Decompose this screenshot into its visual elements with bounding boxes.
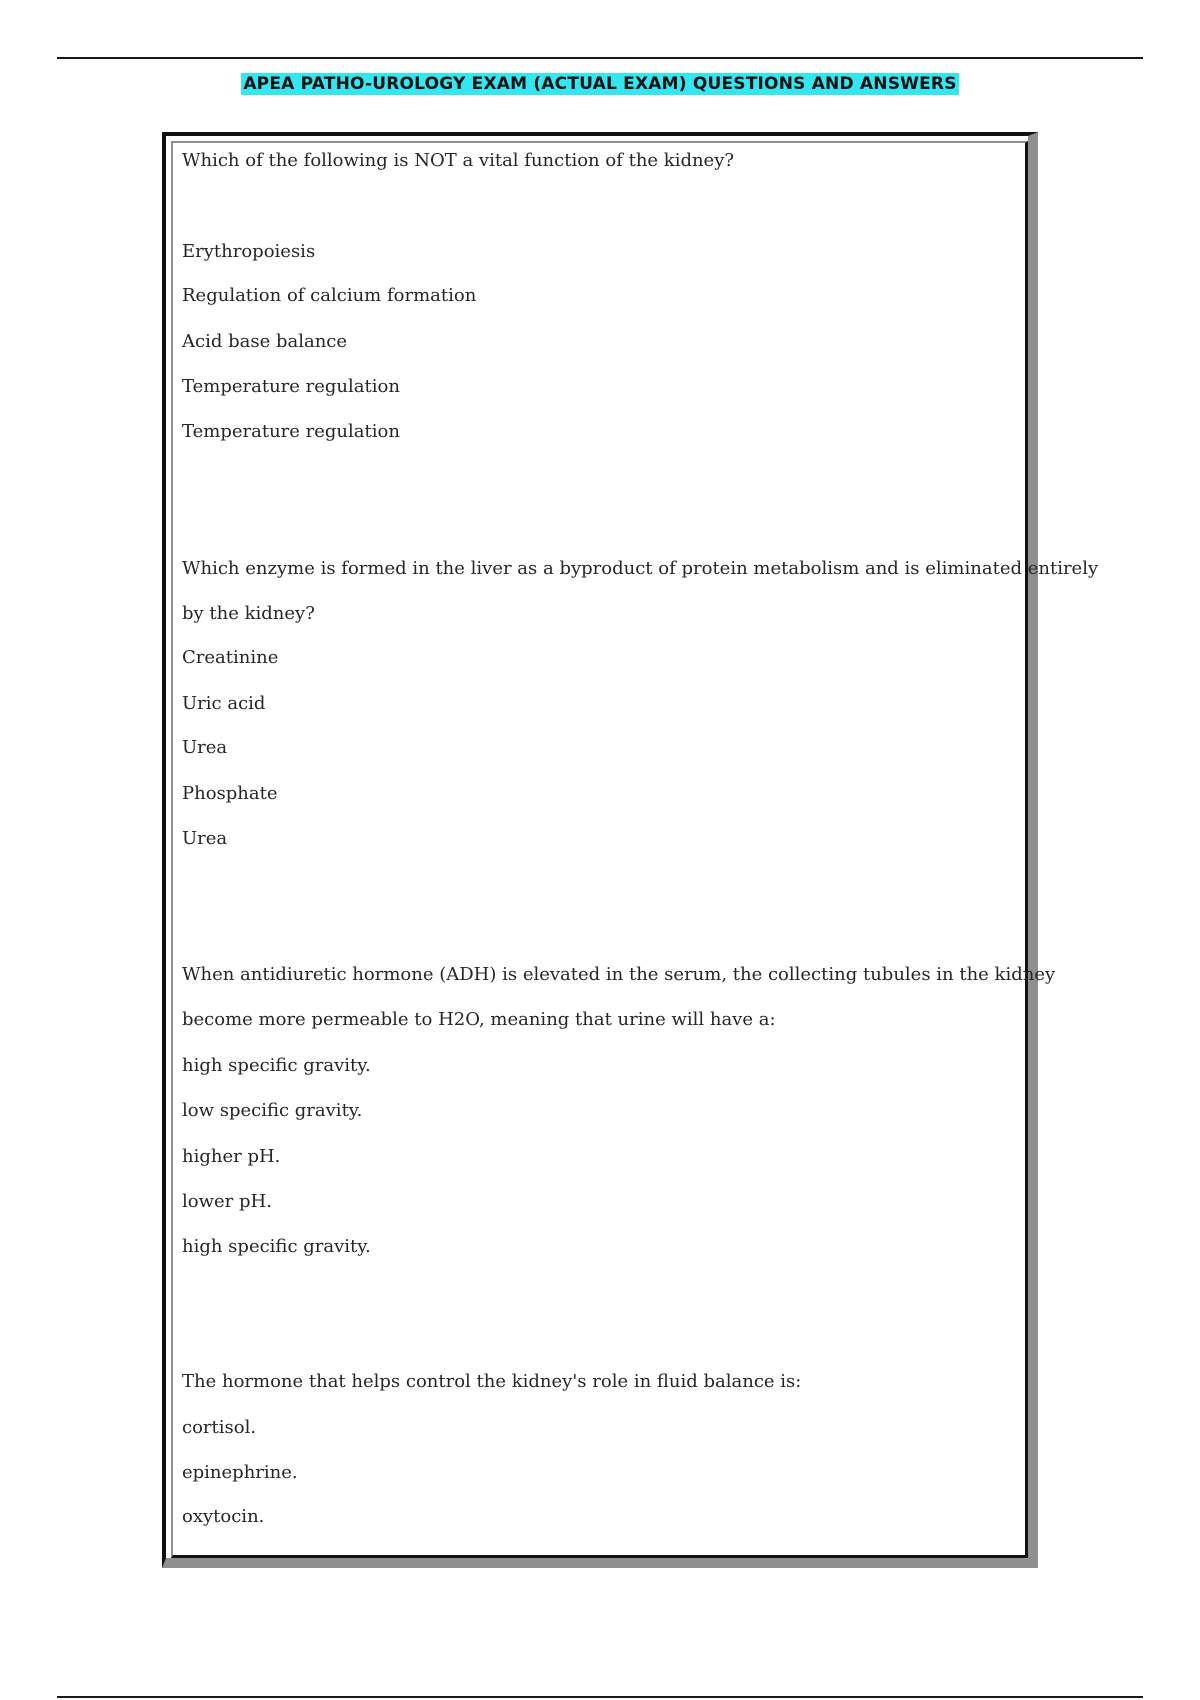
- question-4-option-3: oxytocin.: [182, 1506, 265, 1527]
- question-4-option-1: cortisol.: [182, 1417, 257, 1438]
- question-3-answer: high specific gravity.: [182, 1236, 371, 1257]
- title-bar: [0, 73, 1200, 95]
- question-1-option-3: Acid base balance: [182, 331, 348, 352]
- question-3-option-2: low specific gravity.: [182, 1100, 363, 1121]
- question-3-option-1: high specific gravity.: [182, 1055, 371, 1076]
- question-1-stem: Which of the following is NOT a vital function of the kidney?: [182, 150, 735, 171]
- question-4-option-2: epinephrine.: [182, 1462, 298, 1483]
- question-1-option-1: Erythropoiesis: [182, 241, 316, 262]
- question-3-stem-line-2: become more permeable to H2O, meaning that urine will have a:: [182, 1009, 776, 1030]
- question-1-option-2: Regulation of calcium formation: [182, 285, 477, 306]
- question-4-stem: The hormone that helps control the kidney's role in fluid balance is:: [182, 1371, 802, 1392]
- top-rule: [57, 57, 1143, 59]
- question-2-stem-line-1: Which enzyme is formed in the liver as a byproduct of protein metabolism and is eliminated entirely: [182, 558, 1099, 579]
- question-3-stem-line-1: When antidiuretic hormone (ADH) is elevated in the serum, the collecting tubules in the kidney: [182, 964, 1056, 985]
- bottom-rule: [57, 1696, 1143, 1698]
- question-2-option-3: Urea: [182, 737, 228, 758]
- question-2-option-1: Creatinine: [182, 647, 279, 668]
- question-3-option-4: lower pH.: [182, 1191, 272, 1212]
- question-2-option-2: Uric acid: [182, 693, 266, 714]
- page-title: APEA PATHO-UROLOGY EXAM (ACTUAL EXAM) QUESTIONS AND ANSWERS: [243, 74, 957, 94]
- question-1-answer: Temperature regulation: [182, 421, 400, 442]
- question-2-answer: Urea: [182, 828, 228, 849]
- question-2-stem-line-2: by the kidney?: [182, 603, 315, 624]
- question-1-option-4: Temperature regulation: [182, 376, 400, 397]
- question-2-option-4: Phosphate: [182, 783, 278, 804]
- question-3-option-3: higher pH.: [182, 1146, 281, 1167]
